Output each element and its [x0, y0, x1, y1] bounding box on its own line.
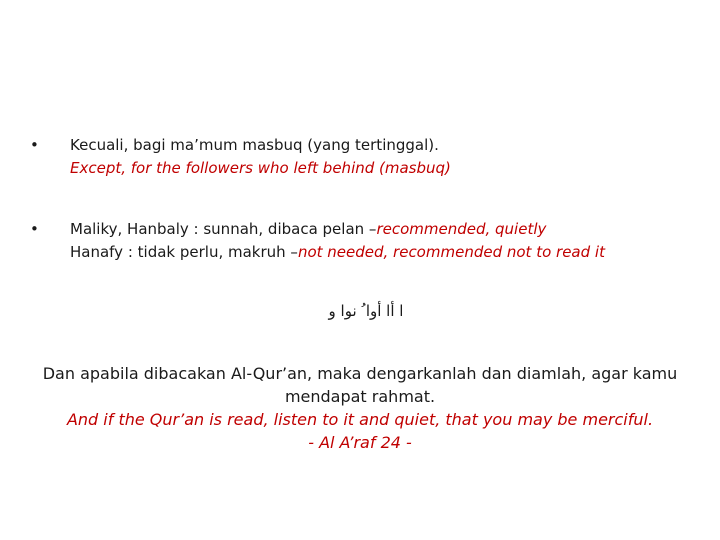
arabic-verse-text: ا أا أوا ُ نوا و: [328, 302, 404, 320]
hanafy-line: [70, 241, 605, 264]
maliky-hanbaly-text: Maliky, Hanbaly : sunnah, dibaca pelan –: [70, 220, 377, 238]
verse-english: And if the Qur’an is read, listen to it and quiet, that you may be merciful.: [66, 410, 654, 429]
verse-indonesian-line-1: Dan apabila dibacakan Al-Qur’an, maka dengarkanlah dan diamlah, agar kamu: [42, 364, 678, 383]
bullet-madhhab-opinions: [30, 218, 605, 264]
bullet-text-indonesian: Kecuali, bagi ma’mum masbuq (yang tertinggal).: [70, 136, 439, 154]
maliky-hanbaly-line: [70, 218, 605, 241]
arabic-verse: [0, 302, 720, 320]
bullet-masbuq: [30, 134, 451, 180]
bullet-marker: •: [30, 220, 39, 238]
verse-indonesian-line-2: mendapat rahmat.: [284, 387, 436, 406]
bullet-marker: •: [30, 136, 39, 154]
hanafy-text: Hanafy : tidak perlu, makruh –: [70, 243, 298, 261]
verse-translation: [20, 362, 700, 454]
verse-reference: - Al A’raf 24 -: [308, 433, 412, 452]
maliky-hanbaly-translation: recommended, quietly: [376, 220, 547, 238]
bullet-text-english: Except, for the followers who left behind (masbuq): [70, 159, 451, 177]
hanafy-translation: not needed, recommended not to read it: [297, 243, 605, 261]
